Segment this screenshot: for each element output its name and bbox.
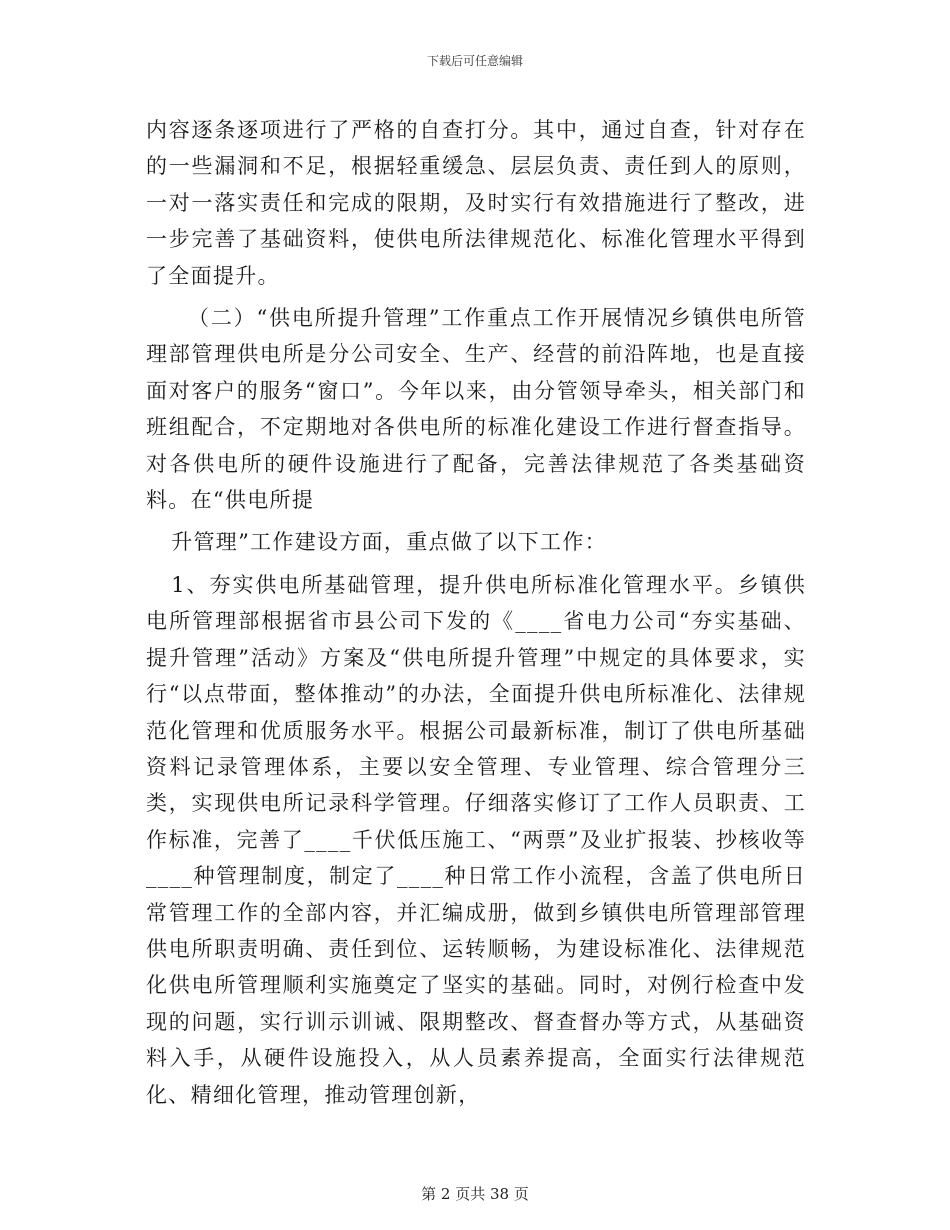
paragraph-1: 内容逐条逐项进行了严格的自查打分。其中，通过自查，针对存在的一些漏洞和不足，根据轻重缓急、层层负责、责任到人的原则，一对一落实责任和完成的限期，及时实行有效措施进行了整改，进一步完善了基础资料，使供电所法律规范化、标准化管理水平得到了全面提升。 <box>146 118 806 288</box>
page-header: 下载后可任意编辑 <box>426 54 523 68</box>
page-footer: 第 2 页共 38 页 <box>421 1185 529 1203</box>
document-body <box>146 112 806 1113</box>
paragraph-2: （二）“供电所提升管理”工作重点工作开展情况乡镇供电所管理部管理供电所是分公司安全、生产、经营的前沿阵地，也是直接面对客户的服务“窗口”。今年以来，由分管领导牵头，相关部门和班组配合，不定期地对各供电所的标准化建设工作进行督查指导。对各供电所的硬件设施进行了配备，完善法律规范了各类基础资料。在“供电所提 <box>146 306 806 513</box>
paragraph-3: 升管理”工作建设方面，重点做了以下工作： <box>171 530 607 555</box>
paragraph-4: 1、夯实供电所基础管理，提升供电所标准化管理水平。乡镇供电所管理部根据省市县公司下发的《____省电力公司“夯实基础、提升管理”活动》方案及“供电所提升管理”中规定的具体要求，实行“以点带面，整体推动”的办法，全面提升供电所标准化、法律规范化管理和优质服务水平。根据公司最新标准，制订了供电所基础资料记录管理体系，主要以安全管理、专业管理、综合管理分三类，实现供电所记录科学管理。仔细落实修订了工作人员职责、工作标准，完善了____千伏低压施工、“两票”及业扩报装、抄核收等____种管理制度，制定了____种日常工作小流程，含盖了供电所日常管理工作的全部内容，并汇编成册，做到乡镇供电所管理部管理供电所职责明确、责任到位、运转顺畅，为建设标准化、法律规范化供电所管理顺利实施奠定了坚实的基础。同时，对例行检查中发现的问题，实行训示训诫、限期整改、督查督办等方式，从基础资料入手，从硬件设施投入，从人员素养提高，全面实行法律规范化、精细化管理，推动管理创新， <box>146 572 806 1107</box>
